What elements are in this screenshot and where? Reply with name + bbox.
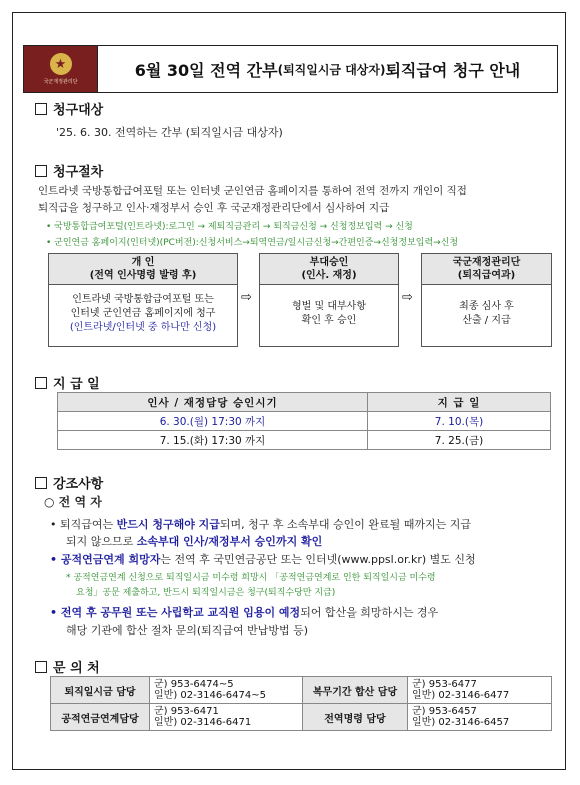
- note-bullet-3-line-2: 해당 기관에 합산 절차 문의(퇴직급여 반납방법 등): [66, 624, 309, 637]
- target-text: '25. 6. 30. 전역하는 간부 (퇴직일시금 대상자): [56, 126, 283, 139]
- note-bullet-1: • 퇴직급여는 반드시 청구해야 지급되며, 청구 후 소속부대 승인이 완료될 때까지는 지급: [50, 518, 472, 531]
- table-cell: 7. 15.(화) 17:30 까지: [58, 431, 368, 450]
- organization-logo: [24, 46, 98, 92]
- table-row: [58, 412, 551, 431]
- note-bullet-1-line-2: 되지 않으므로 소속부대 인사/재정부서 승인까지 확인: [66, 535, 323, 548]
- checkbox-square-icon: [35, 165, 47, 177]
- contact-phone: 군) 953-6477 일반) 02-3146-6477: [408, 677, 552, 704]
- table-cell: 7. 10.(목): [368, 412, 551, 431]
- checkbox-square-icon: [35, 661, 47, 673]
- checkbox-square-icon: [35, 103, 47, 115]
- column-header: 지 급 일: [368, 393, 551, 412]
- header-banner: [23, 45, 558, 93]
- procedure-route-internet: • 군인연금 홈페이지(인터넷)(PC버전):신청서비스→퇴역연금/일시금신청→간편인증→신청정보입력→신청: [46, 238, 459, 248]
- emblem-icon: ★: [50, 53, 72, 75]
- contact-label: 복무기간 합산 담당: [303, 677, 408, 704]
- section-payday-heading: 지 급 일: [35, 373, 100, 392]
- note-bullet-2-sub-2: 요청」공문 제출하고, 반드시 퇴직일시금은 청구(퇴직수당만 지급): [76, 588, 336, 598]
- section-target-heading: 청구대상: [35, 99, 103, 118]
- procedure-line-2: 퇴직급을 청구하고 인사·재정부서 승인 후 국군재정관리단에서 심사하여 지급: [38, 202, 390, 214]
- contact-phone: 군) 953-6471 일반) 02-3146-6471: [150, 704, 303, 731]
- flow-box-individual: [48, 253, 238, 347]
- flow-box-header: 국군재정관리단 (퇴직급여과): [422, 254, 551, 285]
- note-bullet-2: • 공적연금연계 희망자는 전역 후 국민연금공단 또는 인터넷(www.ppsl.or.kr) 별도 신청: [50, 553, 476, 566]
- flow-box-finance-center: [421, 253, 552, 347]
- logo-text: 국군재정관리단: [43, 79, 78, 85]
- contact-phone: 군) 953-6457 일반) 02-3146-6457: [408, 704, 552, 731]
- table-row: [51, 704, 552, 731]
- flow-box-unit-approval: [259, 253, 399, 347]
- flow-box-body: 인트라넷 국방통합급여포털 또는 인터넷 군인연금 홈페이지에 청구 (인트라넷/인터넷 중 하나만 신청): [69, 294, 217, 333]
- contact-table: [50, 676, 552, 731]
- page-title: 6월 30일 전역 간부 (퇴직일시금 대상자) 퇴직급여 청구 안내: [134, 60, 521, 80]
- circle-bullet-icon: ○: [44, 495, 55, 509]
- checkbox-square-icon: [35, 377, 47, 389]
- table-row: [58, 431, 551, 450]
- flow-arrow-icon: ⇨: [241, 290, 252, 305]
- contact-label: 퇴직일시금 담당: [51, 677, 150, 704]
- flow-box-body: 형벌 및 대부사항 확인 후 승인: [292, 301, 366, 326]
- flow-arrow-icon: ⇨: [402, 290, 413, 305]
- section-notes-heading: 강조사항: [35, 473, 103, 492]
- section-procedure-heading: 청구절차: [35, 161, 103, 180]
- flow-box-body: 최종 심사 후 산출 / 지급: [459, 301, 514, 326]
- table-row: [51, 677, 552, 704]
- contact-label: 공적연금연계담당: [51, 704, 150, 731]
- table-cell: 6. 30.(월) 17:30 까지: [58, 412, 368, 431]
- procedure-route-intranet: • 국방통합급여포털(인트라넷):로그인 → 제퇴직금관리 → 퇴직금신청 → 신청정보입력 → 신청: [46, 222, 413, 232]
- note-bullet-3: • 전역 후 공무원 또는 사립학교 교직원 임용이 예정되어 합산을 희망하시는 경우: [50, 606, 439, 619]
- section-contact-heading: 문 의 처: [35, 657, 100, 676]
- note-bullet-2-sub-1: * 공적연금연계 신청으로 퇴직일시금 미수령 희망시 「공적연금연계로 인한 퇴직일시금 미수령: [66, 573, 436, 583]
- table-cell: 7. 25.(금): [368, 431, 551, 450]
- procedure-line-1: 인트라넷 국방통합급여포털 또는 인터넷 군인연금 홈페이지를 통하여 전역 전까지 개인이 직접: [38, 185, 467, 197]
- contact-phone: 군) 953-6474~5 일반) 02-3146-6474~5: [150, 677, 303, 704]
- checkbox-square-icon: [35, 477, 47, 489]
- table-header-row: [58, 393, 551, 412]
- notes-subtitle: ○ 전 역 자: [44, 495, 102, 509]
- contact-label: 전역명령 담당: [303, 704, 408, 731]
- flow-box-header: 부대승인 (인사. 재정): [260, 254, 398, 285]
- flow-box-header: 개 인 (전역 인사명령 발령 후): [49, 254, 237, 285]
- payday-table: [57, 392, 551, 450]
- column-header: 인사 / 재정담당 승인시기: [58, 393, 368, 412]
